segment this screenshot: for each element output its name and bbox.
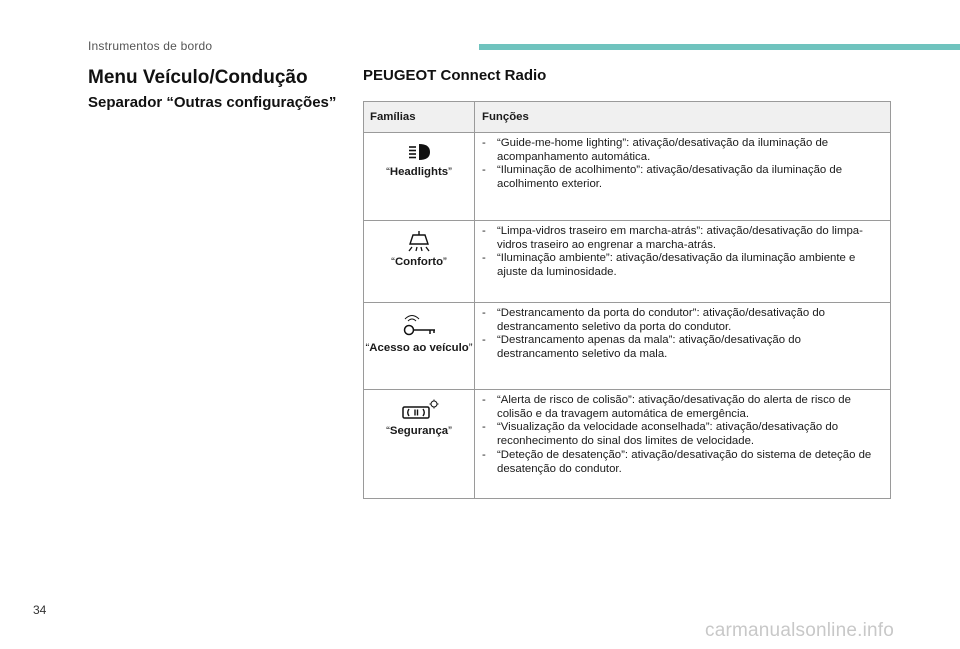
- safety-car-icon: [399, 399, 439, 421]
- family-cell: [364, 303, 475, 390]
- function-item: - “Iluminação ambiente”: ativação/desativação da iluminação ambiente e ajuste da luminosidade.: [482, 252, 882, 279]
- watermark: carmanualsonline.info: [705, 620, 895, 641]
- section-label: Instrumentos de bordo: [88, 39, 213, 53]
- table-row: [364, 221, 891, 303]
- functions-cell: [475, 133, 891, 221]
- family-name: “Conforto”: [391, 256, 447, 268]
- families-table: [363, 101, 891, 499]
- function-item: - “Iluminação de acolhimento”: ativação/desativação da iluminação de acolhimento exterior.: [482, 164, 882, 191]
- function-item: - “Limpa-vidros traseiro em marcha-atrás”: ativação/desativação do limpa-vidros traseiro ao engrenar a marcha-atrás.: [482, 225, 882, 252]
- function-item: - “Destrancamento apenas da mala”: ativação/desativação do destrancamento seletivo da mala.: [482, 334, 882, 361]
- page-number: 34: [33, 603, 47, 617]
- function-item: - “Guide-me-home lighting”: ativação/desativação da iluminação de acompanhamento automática.: [482, 137, 882, 164]
- family-cell: [364, 133, 475, 221]
- table-row: [364, 303, 891, 390]
- functions-cell: [475, 390, 891, 499]
- header-families: Famílias: [364, 102, 475, 133]
- header-functions: Funções: [475, 102, 891, 133]
- family-name: “Segurança”: [386, 425, 452, 437]
- menu-subtitle: Separador “Outras configurações”: [88, 94, 337, 111]
- table-row: [364, 390, 891, 499]
- family-cell: [364, 390, 475, 499]
- family-name: “Headlights”: [386, 166, 452, 178]
- function-item: - “Destrancamento da porta do condutor”: ativação/desativação do destrancamento seletivo da porta do condutor.: [482, 307, 882, 334]
- function-item: - “Deteção de desatenção”: ativação/desativação do sistema de deteção de desatenção do condutor.: [482, 449, 882, 476]
- table-row: [364, 133, 891, 221]
- function-item: - “Alerta de risco de colisão”: ativação/desativação do alerta de risco de colisão e da travagem automática de emergência.: [482, 394, 882, 421]
- functions-cell: [475, 221, 891, 303]
- menu-title: Menu Veículo/Condução: [88, 67, 308, 88]
- family-name: “Acesso ao veículo”: [365, 342, 473, 354]
- remote-key-icon: [401, 312, 437, 338]
- functions-cell: [475, 303, 891, 390]
- ceiling-lamp-icon: [404, 230, 434, 252]
- table-header-row: [364, 102, 891, 133]
- family-cell: [364, 221, 475, 303]
- function-item: - “Visualização da velocidade aconselhada”: ativação/desativação do reconhecimento do sinal dos limites de velocidade.: [482, 421, 882, 448]
- radio-section-title: PEUGEOT Connect Radio: [363, 67, 547, 84]
- header-accent-bar: [479, 44, 960, 50]
- headlight-icon: [406, 142, 432, 162]
